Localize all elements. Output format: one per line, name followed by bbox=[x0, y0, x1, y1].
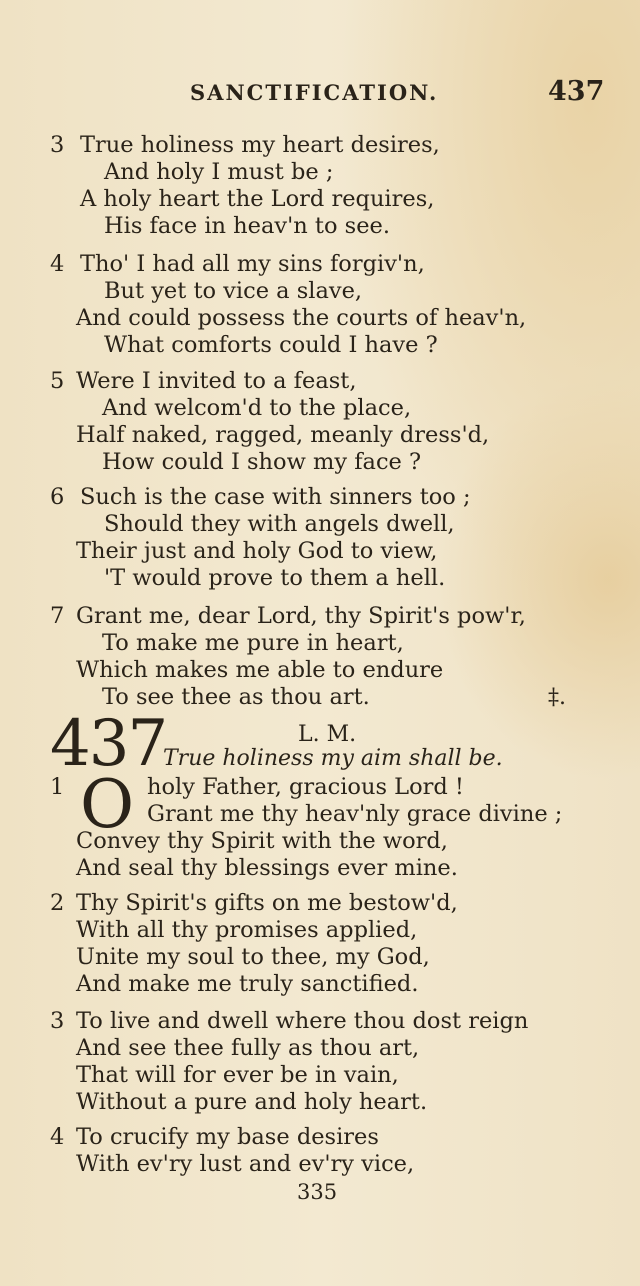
verse-line: With ev'ry lust and ev'ry vice, bbox=[76, 1151, 415, 1177]
verse-line: With all thy promises applied, bbox=[76, 917, 418, 943]
hymn-stanza-3 bbox=[0, 1008, 640, 1116]
verse-line: His face in heav'n to see. bbox=[104, 213, 390, 239]
verse-line: But yet to vice a slave, bbox=[104, 278, 363, 304]
verse-line: Half naked, ragged, meanly dress'd, bbox=[76, 422, 490, 448]
running-title: SANCTIFICATION. bbox=[190, 80, 439, 105]
verse-line: To live and dwell where thou dost reign bbox=[76, 1008, 529, 1034]
stanza-number: 3 bbox=[50, 1008, 65, 1034]
verse-line: Such is the case with sinners too ; bbox=[80, 484, 471, 510]
verse-line: Thy Spirit's gifts on me bestow'd, bbox=[76, 890, 458, 916]
verse-line: Grant me thy heav'nly grace divine ; bbox=[147, 801, 563, 827]
hymn-stanza-4 bbox=[0, 1124, 640, 1178]
hymn-stanza-1 bbox=[0, 766, 640, 882]
verse-line: Were I invited to a feast, bbox=[76, 368, 357, 394]
verse-line: Unite my soul to thee, my God, bbox=[76, 944, 430, 970]
verse-line: Tho' I had all my sins forgiv'n, bbox=[80, 251, 425, 277]
stanza-number: 4 bbox=[50, 1124, 65, 1150]
drop-cap: O bbox=[80, 766, 135, 843]
hymn-subtitle: True holiness my aim shall be. bbox=[163, 746, 503, 771]
verse-line: To see thee as thou art. bbox=[102, 684, 370, 710]
stanza-number: 4 bbox=[50, 251, 65, 277]
verse-line: And welcom'd to the place, bbox=[102, 395, 412, 421]
verse-line: And holy I must be ; bbox=[104, 159, 334, 185]
page-number: 335 bbox=[297, 1180, 338, 1204]
page-header bbox=[0, 76, 640, 110]
verse-line: What comforts could I have ? bbox=[104, 332, 438, 358]
hymn-meter: L. M. bbox=[298, 722, 357, 747]
verse-line: 'T would prove to them a hell. bbox=[104, 565, 446, 591]
stanza-6 bbox=[0, 484, 640, 592]
stanza-5 bbox=[0, 368, 640, 476]
verse-line: Their just and holy God to view, bbox=[76, 538, 438, 564]
hymn-stanza-2 bbox=[0, 890, 640, 998]
verse-line: And seal thy blessings ever mine. bbox=[76, 855, 458, 881]
verse-line: Grant me, dear Lord, thy Spirit's pow'r, bbox=[76, 603, 526, 629]
verse-line: To make me pure in heart, bbox=[102, 630, 404, 656]
verse-line: Should they with angels dwell, bbox=[104, 511, 455, 537]
end-mark: ‡. bbox=[548, 685, 566, 710]
verse-line: And could possess the courts of heav'n, bbox=[76, 305, 527, 331]
stanza-number: 5 bbox=[50, 368, 65, 394]
verse-line: And make me truly sanctified. bbox=[76, 971, 419, 997]
verse-line: That will for ever be in vain, bbox=[76, 1062, 399, 1088]
verse-line: And see thee fully as thou art, bbox=[76, 1035, 420, 1061]
verse-line: Convey thy Spirit with the word, bbox=[76, 828, 448, 854]
verse-line: True holiness my heart desires, bbox=[80, 132, 440, 158]
verse-line: To crucify my base desires bbox=[76, 1124, 379, 1150]
verse-line: Without a pure and holy heart. bbox=[76, 1089, 428, 1115]
stanza-number: 2 bbox=[50, 890, 65, 916]
stanza-4 bbox=[0, 251, 640, 359]
stanza-number: 6 bbox=[50, 484, 65, 510]
verse-line: Which makes me able to endure bbox=[76, 657, 444, 683]
stanza-3 bbox=[0, 132, 640, 240]
verse-line: holy Father, gracious Lord ! bbox=[147, 774, 464, 800]
stanza-7 bbox=[0, 603, 640, 711]
stanza-number: 1 bbox=[50, 774, 65, 800]
verse-line: A holy heart the Lord requires, bbox=[80, 186, 435, 212]
verse-line: How could I show my face ? bbox=[102, 449, 422, 475]
stanza-number: 7 bbox=[50, 603, 65, 629]
stanza-number: 3 bbox=[50, 132, 65, 158]
running-hymn-number: 437 bbox=[548, 76, 605, 107]
hymn-number: 437 bbox=[50, 707, 167, 781]
